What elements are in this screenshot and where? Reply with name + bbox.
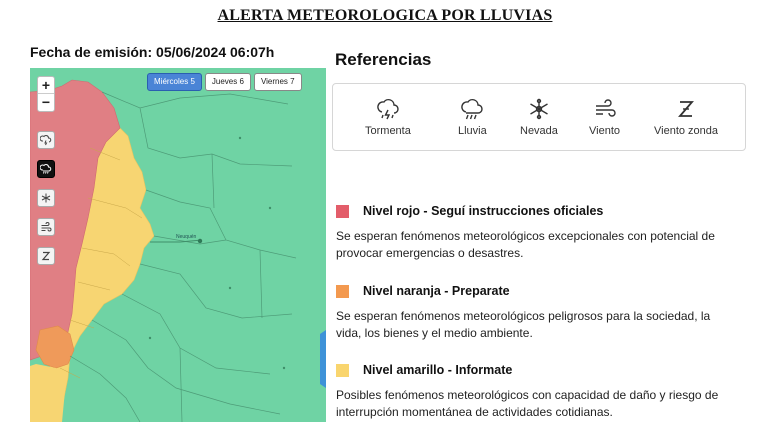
wind-icon xyxy=(593,97,617,121)
alert-map[interactable] xyxy=(30,68,326,422)
layer-storm-button[interactable] xyxy=(37,131,55,149)
level-amarillo-swatch xyxy=(336,364,349,377)
ocean-edge xyxy=(320,330,326,388)
zonda-icon xyxy=(674,97,698,121)
place-label: Neuquén xyxy=(176,234,197,240)
level-amarillo-desc: Posibles fenómenos meteorológicos con capacidad de daño y riesgo de interrupción momentánea de actividades cotidianas. xyxy=(336,388,719,419)
storm-icon xyxy=(40,134,52,146)
level-rojo-desc: Se esperan fenómenos meteorológicos excepcionales con potencial de provocar emergencias o desastres. xyxy=(336,229,715,260)
level-naranja-desc: Se esperan fenómenos meteorológicos peligrosos para la sociedad, la vida, los bienes y el medio ambiente. xyxy=(336,309,711,340)
layer-buttons xyxy=(37,131,55,276)
ref-viento-zonda xyxy=(654,97,718,137)
ref-tormenta-label: Tormenta xyxy=(365,125,411,137)
ref-viento xyxy=(589,97,620,137)
emission-date: Fecha de emisión: 05/06/2024 06:07h xyxy=(30,44,275,60)
zoom-control xyxy=(37,76,55,112)
tab-jueves-6[interactable]: Jueves 6 xyxy=(205,73,251,91)
tab-miercoles-5[interactable]: Miércoles 5 xyxy=(147,73,202,91)
tab-viernes-7[interactable]: Viernes 7 xyxy=(254,73,302,91)
city-marker xyxy=(283,367,285,369)
layer-zonda-button[interactable] xyxy=(37,247,55,265)
level-naranja-title: Nivel naranja - Preparate xyxy=(363,284,510,298)
page-title: ALERTA METEOROLOGICA POR LLUVIAS xyxy=(217,7,553,24)
city-marker xyxy=(229,287,231,289)
day-tabs xyxy=(144,73,302,91)
level-rojo-title: Nivel rojo - Seguí instrucciones oficiales xyxy=(363,204,604,218)
wind-icon xyxy=(40,221,52,233)
layer-snow-button[interactable] xyxy=(37,189,55,207)
city-marker xyxy=(149,337,151,339)
ref-nevada xyxy=(520,97,558,137)
rain-icon xyxy=(460,97,484,121)
capital-marker xyxy=(198,239,202,243)
zoom-in-button[interactable]: + xyxy=(38,77,54,94)
storm-icon xyxy=(376,97,400,121)
city-marker xyxy=(269,207,271,209)
ref-viento-zonda-label: Viento zonda xyxy=(654,125,719,137)
ref-viento-label: Viento xyxy=(589,125,620,137)
layer-rain-button[interactable] xyxy=(37,160,55,178)
zoom-out-button[interactable]: − xyxy=(41,94,51,110)
snow-icon xyxy=(40,192,52,204)
ref-nevada-label: Nevada xyxy=(520,125,558,137)
references-title: Referencias xyxy=(335,50,432,69)
level-amarillo-title: Nivel amarillo - Informate xyxy=(363,363,513,377)
map-canvas[interactable] xyxy=(30,68,326,422)
snow-icon xyxy=(527,97,551,121)
ref-lluvia xyxy=(458,97,487,137)
rain-icon xyxy=(40,163,52,175)
layer-wind-button[interactable] xyxy=(37,218,55,236)
level-naranja-swatch xyxy=(336,285,349,298)
level-rojo-swatch xyxy=(336,205,349,218)
references-legend xyxy=(332,83,746,151)
ref-lluvia-label: Lluvia xyxy=(458,125,487,137)
ref-tormenta xyxy=(365,97,411,137)
zonda-icon xyxy=(40,250,52,262)
city-marker xyxy=(239,137,241,139)
